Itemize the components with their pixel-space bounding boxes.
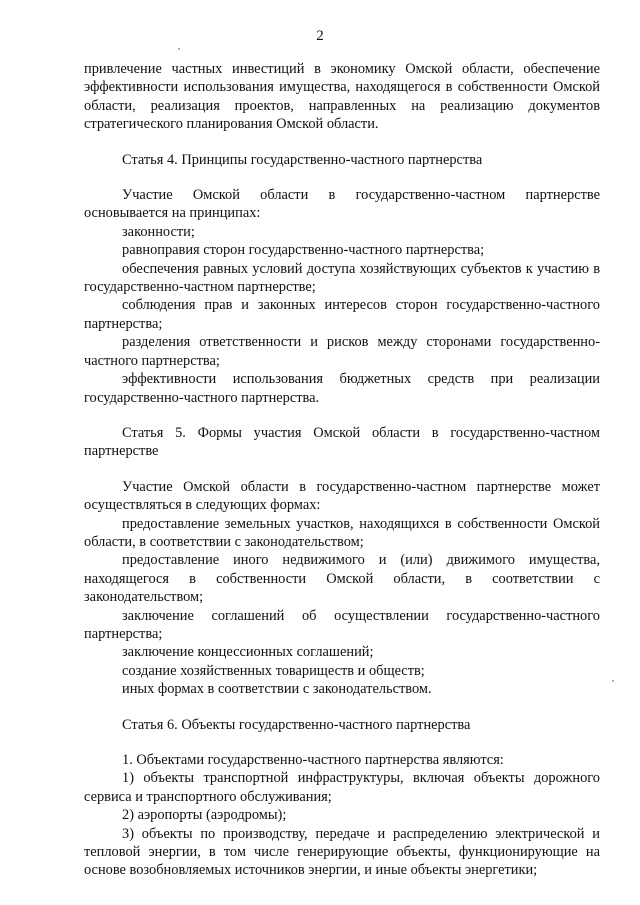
article-4-title: Статья 4. Принципы государственно-частного партнерства [122, 151, 483, 168]
article-5-title: Статья 5. Формы участия Омской области в государственно-частном партнерстве [84, 424, 600, 460]
article-5-item: иных формах в соответствии с законодательством. [122, 681, 432, 698]
article-4-item: соблюдения прав и законных интересов сторон государственно-частного партнерства; [84, 297, 600, 332]
article-6-item: 3) объекты по производству, передаче и распределению электрической и тепловой энергии, в том числе генерирующие объекты, функционирующие на основе возобновляемых источников энергии, и иные объекты энергетики; [84, 825, 600, 879]
article-5-item: предоставление иного недвижимого и (или) движимого имущества, находящегося в собственности Омской области, в соответствии с законодательством; [84, 552, 600, 606]
article-5-item: создание хозяйственных товариществ и обществ; [122, 662, 425, 679]
article-4-item: законности; [122, 223, 195, 240]
article-5-lead: Участие Омской области в государственно-частном партнерстве может осуществляться в следующих формах: [84, 478, 600, 514]
article-4-item: равноправия сторон государственно-частного партнерства; [122, 242, 485, 259]
article-5-item: заключение соглашений об осуществлении государственно-частного партнерства; [84, 607, 600, 642]
article-4-item: обеспечения равных условий доступа хозяйствующих субъектов к участию в государственно-частном партнерстве; [84, 260, 600, 296]
article-5-item: предоставление земельных участков, находящихся в собственности Омской области, в соответствии с законодательством; [84, 515, 600, 550]
article-4-lead: Участие Омской области в государственно-частном партнерстве основывается на принципах: [84, 187, 600, 222]
article-5-item: заключение концессионных соглашений; [122, 644, 374, 661]
article-6-item: 2) аэропорты (аэродромы); [122, 807, 287, 824]
scan-speck [178, 48, 180, 50]
article-6-title: Статья 6. Объекты государственно-частного партнерства [122, 716, 471, 733]
article-6-item: 1) объекты транспортной инфраструктуры, включая объекты дорожного сервиса и транспортного обслуживания; [84, 770, 600, 805]
article-6-lead: 1. Объектами государственно-частного партнерства являются: [122, 752, 504, 768]
scan-speck [612, 680, 614, 682]
article-4-item: эффективности использования бюджетных средств при реализации государственно-частного партнерства. [84, 371, 600, 406]
document-body [84, 60, 600, 880]
page-number: 2 [316, 28, 324, 44]
intro-paragraph: привлечение частных инвестиций в экономику Омской области, обеспечение эффективности использования имущества, находящегося в собственности Омской области, реализация проектов, направленных на реализацию документов стратегического планирования Омской области. [84, 61, 600, 133]
article-4-item: разделения ответственности и рисков между сторонами государственно-частного партнерства; [84, 334, 600, 369]
